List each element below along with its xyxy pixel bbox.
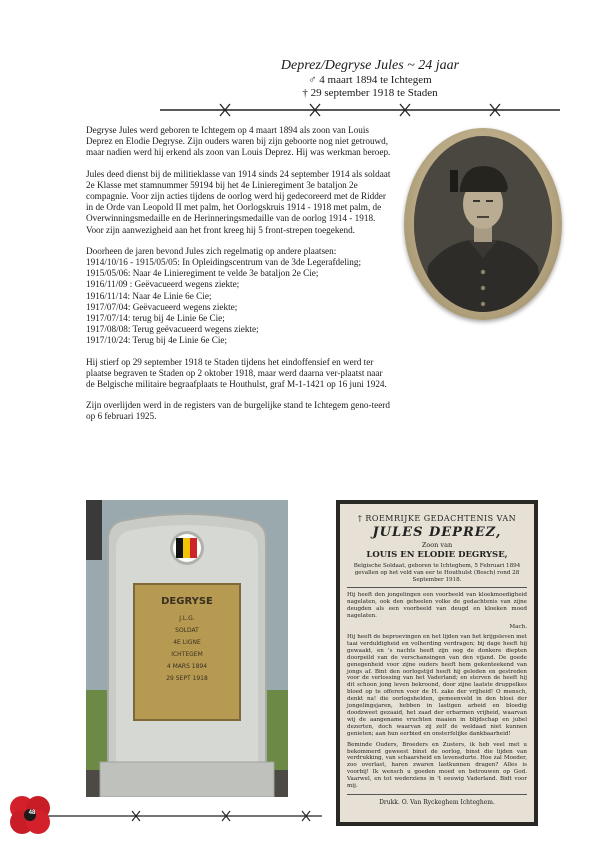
card-son-of: Zoon van [421, 541, 453, 549]
location-line: 1915/05/06: Naar 4e Linieregiment te velde 3e bataljon 2e Cie; [86, 268, 319, 279]
paragraph-death: Hij stierf op 29 september 1918 te Staden tijdens het eindoffensief en werd ter plaatse begraven te Staden op 2 oktober 1918, maar werd daarna ver-plaatst naar de Belgische militaire begraafplaats te Houthulst, graf M-1-1421 op 16 juni 1924. [86, 356, 387, 390]
memorial-card [336, 500, 538, 826]
card-divider [347, 587, 527, 588]
location-line: 1917/07/14: terug bij 4e Linie 6e Cie; [86, 313, 225, 324]
card-text-2: Hij heeft de beproevingen en het lijden van het krijgsleven met taai verduldigheid en volherding verdragen; bij dage heeft hij gewaakt, en 's nachts heeft zijn oog de donkere diepten doorpeild van de verschansingen van den vijand. De goede genegenheid voor zijne ouders heeft hem gekenteekend van jongs af. Bint den oorlogstijd heeft hij geleden en gestreden voor de verlossing van het Vaderland; en sterven de heeft hij dit schoon jong leven bekroond, door zijne laatste druppelkes bloed op te offeren voor de H. zake der vrijheid! O mensch, denkt na! die oorlogshelden, gemeenveld in den bloei der jongelingsjaren, hebben in lastigen arbeid en bloedig doodzweet gezaaid, het zaad der erbarmen vrijheid, waarvan wij de aangename vruchten maaien in blijdschap en jubel dezerten, doch waarvan zij zelf de weldaad niet kunnen genieten; aan hun eerbied en onsterfelijke dankbaarheid! [347, 634, 527, 737]
death-line: † 29 september 1918 te Staden [302, 87, 438, 99]
plaque-line: 4E LIGNE [173, 639, 201, 646]
portrait-photo [414, 136, 552, 312]
plaque-line: 29 SEPT 1918 [166, 675, 208, 682]
grave-photo [86, 500, 288, 797]
soldier-figure-image [414, 136, 552, 312]
locations-intro: Doorheen de jaren bevond Jules zich regelmatig op andere plaatsen: [86, 245, 337, 256]
plaque-line: 4 MARS 1894 [166, 663, 208, 670]
location-line: 1917/07/04: Geëvacueerd wegens ziekte; [86, 301, 238, 312]
location-line: 1916/11/14: Naar 4e Linie 6e Cie; [86, 290, 212, 301]
grave-illustration [86, 500, 288, 797]
card-intro: Belgische Soldaat, geboren te Ichteghem, 5 Februari 1894 gevallen op het veld van eer te Houthulst (Bosch) rond 28 September 1918. [353, 563, 521, 583]
footer-barbed-wire [22, 808, 322, 824]
birth-line: ♂ 4 maart 1894 te Ichtegem [308, 74, 432, 86]
card-text-1: Hij heeft den jongelingen een voorbeeld van kloekmoedigheid nagelaten, ook den geheelen volke de gedachtenis van zijne deugden als een voorbeeld van deugd en kloeken moed nagelaten. [347, 592, 527, 620]
article-title: Deprez/Degryse Jules ~ 24 jaar [280, 58, 460, 73]
card-printer: Drukk. O. Van Ryckeghem Ichteghem. [379, 798, 495, 806]
card-parents: LOUIS EN ELODIE DEGRYSE, [366, 550, 508, 560]
card-divider [347, 794, 527, 795]
paragraph-locations [86, 246, 392, 347]
card-name: JULES DEPREZ, [372, 525, 502, 540]
memorial-card-paper [340, 504, 534, 822]
soldier-portrait [404, 128, 562, 320]
location-line: 1916/11/09 : Geëvacueerd wegens ziekte; [86, 279, 240, 290]
article-header [160, 58, 580, 100]
plaque-line: ICHTEGEM [171, 651, 203, 658]
plaque-line: SOLDAT [175, 627, 199, 634]
biography-text [86, 125, 392, 433]
location-line: 1917/10/24: Terug bij 4e Linie 6e Cie; [86, 335, 228, 346]
page-number: 48 [28, 810, 36, 816]
paragraph-registry: Zijn overlijden werd in de registers van de burgelijke stand te Ichtegem geno-teerd op 6 februari 1925. [86, 400, 390, 422]
paragraph-service: Jules deed dienst bij de militieklasse van 1914 sinds 24 september 1914 als soldaat 2e Klasse met stamnummer 59194 bij het 4e Linieregiment 3e bataljon 2e compagnie. Voor zijn acties tijdens de oorlog werd hij gedecoreerd met de Ridder in de Orde van Leopold II met palm, het Oorlogskruis 1914 - 1918 met palm, de Overwinningsmedaille en de Herinneringsmedaille van de oorlog 1914 - 1918. Voor zijn aanwezigheid aan het front kreeg hij 5 front-strepen toegekend. [86, 168, 391, 235]
card-signature: Mach. [509, 624, 527, 631]
location-line: 1917/08/08: Terug geëvacueerd wegens ziekte; [86, 324, 259, 335]
plaque-line: J.L.G. [179, 615, 195, 622]
paragraph-birth: Degryse Jules werd geboren te Ichtegem op 4 maart 1894 als zoon van Louis Deprez en Elodie Degryse. Zijn ouders waren bij zijn geboorte nog niet getrouwd, maar nadien werd hij erkend als zoon van Louis Deprez. Hij was werkman beroep. [86, 125, 391, 158]
card-text-3: Beminde Ouders, Broeders en Zusters, ik heb veel met u bekommerd geweest binst de oorlog, binst die lijden van verdrukking, van schaarsheid en levensdurte. Hoe zal Moeder, zoo overlast, haren zwaren lastkunnen dragen? Alles is voorbij! Ik wensch u goeden moed en betrouwen op God. Vaarwel, en tot wederziens in 't eeuwig Vaderland. Bidt voor mij. [347, 741, 527, 790]
location-line: 1914/10/16 - 1915/05/05: In Opleidingscentrum van de 3de Legerafdeling; [86, 257, 362, 268]
card-heading: † ROEMRIJKE GEDACHTENIS VAN [357, 514, 517, 523]
barbed-wire-divider [160, 100, 560, 120]
plaque-name: DEGRYSE [161, 596, 213, 607]
